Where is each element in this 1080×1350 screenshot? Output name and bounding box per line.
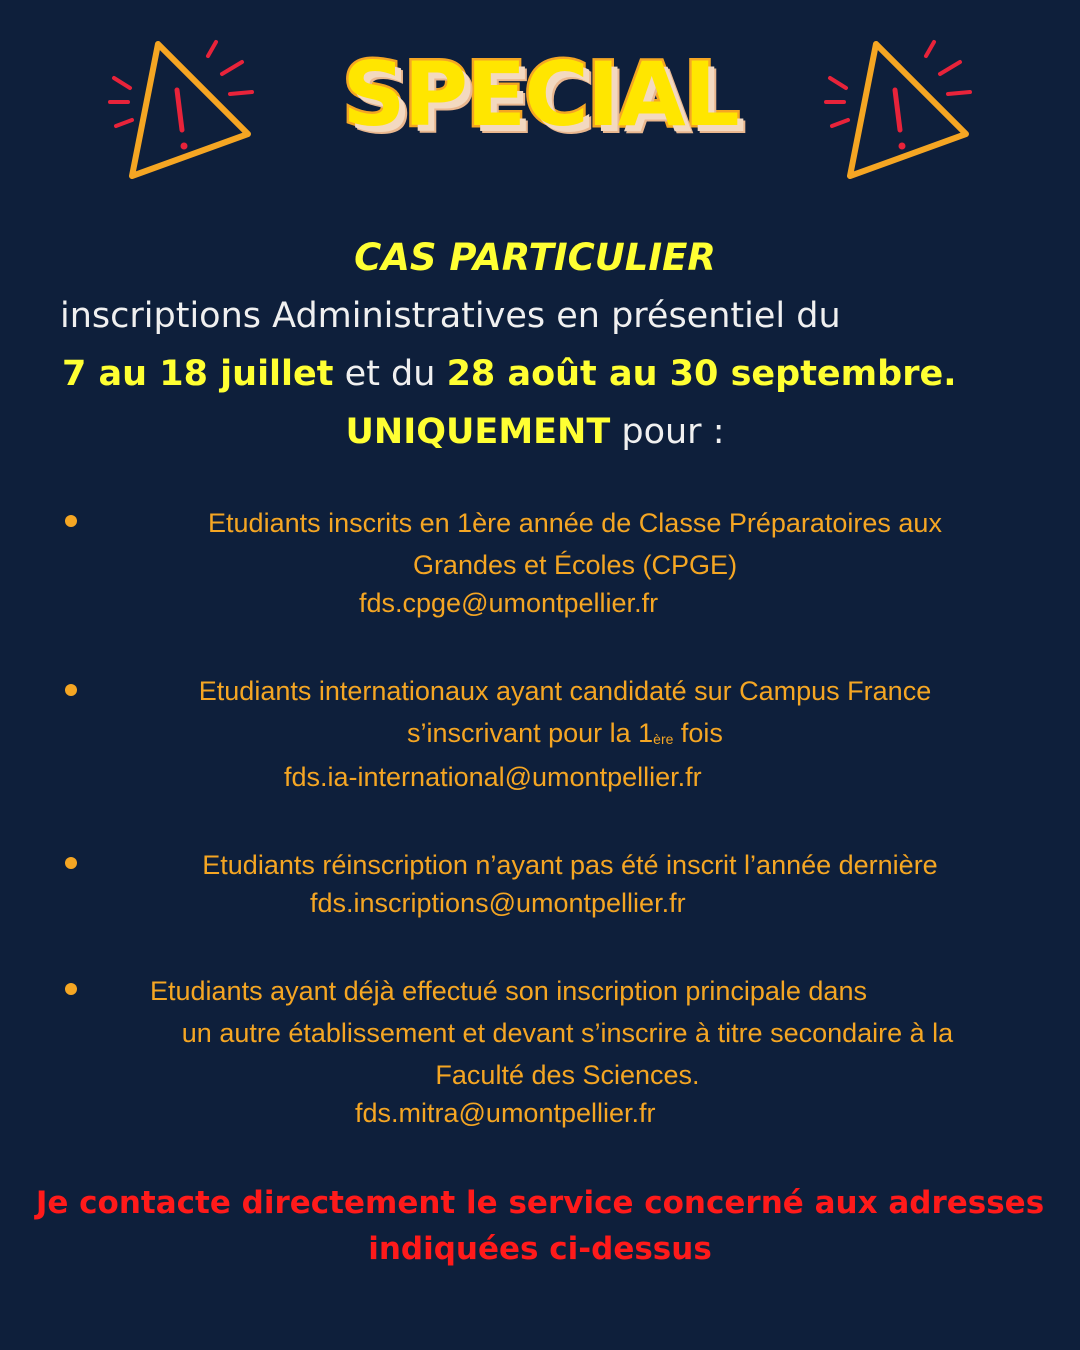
superscript: ère bbox=[653, 731, 674, 747]
bullet-icon bbox=[65, 857, 77, 869]
headline-line: inscriptions Administratives en présentiel du bbox=[60, 296, 841, 336]
list-item bbox=[100, 970, 1035, 1096]
date-range-2: 28 août au 30 septembre. bbox=[446, 354, 957, 394]
only-label: UNIQUEMENT bbox=[345, 412, 611, 452]
for-label: pour : bbox=[610, 412, 725, 452]
date-range-1: 7 au 18 juillet bbox=[62, 354, 334, 394]
list-item bbox=[130, 502, 1020, 586]
headline-connector: et du bbox=[333, 354, 447, 394]
list-item bbox=[120, 670, 1010, 760]
bullet-icon bbox=[65, 515, 77, 527]
footer-line: indiquées ci-dessus bbox=[368, 1231, 712, 1267]
special-badge bbox=[335, 30, 745, 160]
warning-triangle-icon bbox=[818, 30, 978, 190]
headline-dates bbox=[62, 354, 1062, 394]
item-text-line: Etudiants inscrits en 1ère année de Classe Préparatoires aux bbox=[208, 508, 942, 538]
item-text-line: Faculté des Sciences. bbox=[435, 1060, 700, 1090]
footer-notice bbox=[30, 1180, 1050, 1272]
bullet-icon bbox=[65, 983, 77, 995]
item-text-part: s’inscrivant pour la 1 bbox=[407, 718, 654, 748]
item-text-line: Etudiants réinscription n’ayant pas été inscrit l’année dernière bbox=[202, 850, 938, 880]
item-text-line bbox=[120, 712, 1010, 760]
special-badge-text: SPECIAL bbox=[342, 43, 738, 146]
headline-only bbox=[0, 412, 1070, 452]
headline-title: CAS PARTICULIER bbox=[354, 236, 716, 279]
header bbox=[0, 0, 1080, 200]
item-text-line: Etudiants internationaux ayant candidaté sur Campus France bbox=[198, 676, 932, 706]
item-text-line: Etudiants ayant déjà effectué son inscription principale dans bbox=[150, 976, 867, 1006]
email-link[interactable]: fds.inscriptions@umontpellier.fr bbox=[310, 888, 686, 918]
footer-line: Je contacte directement le service concerné aux adresses bbox=[35, 1185, 1045, 1221]
email-link[interactable]: fds.mitra@umontpellier.fr bbox=[355, 1098, 656, 1128]
warning-triangle-icon bbox=[100, 30, 260, 190]
bullet-icon bbox=[65, 684, 77, 696]
item-text-part: fois bbox=[673, 718, 723, 748]
item-text-line: un autre établissement et devant s’inscrire à titre secondaire à la bbox=[181, 1018, 954, 1048]
item-text-line: Grandes et Écoles (CPGE) bbox=[412, 550, 738, 580]
email-link[interactable]: fds.ia-international@umontpellier.fr bbox=[284, 762, 702, 792]
list-item bbox=[120, 844, 1020, 886]
email-link[interactable]: fds.cpge@umontpellier.fr bbox=[359, 588, 659, 618]
